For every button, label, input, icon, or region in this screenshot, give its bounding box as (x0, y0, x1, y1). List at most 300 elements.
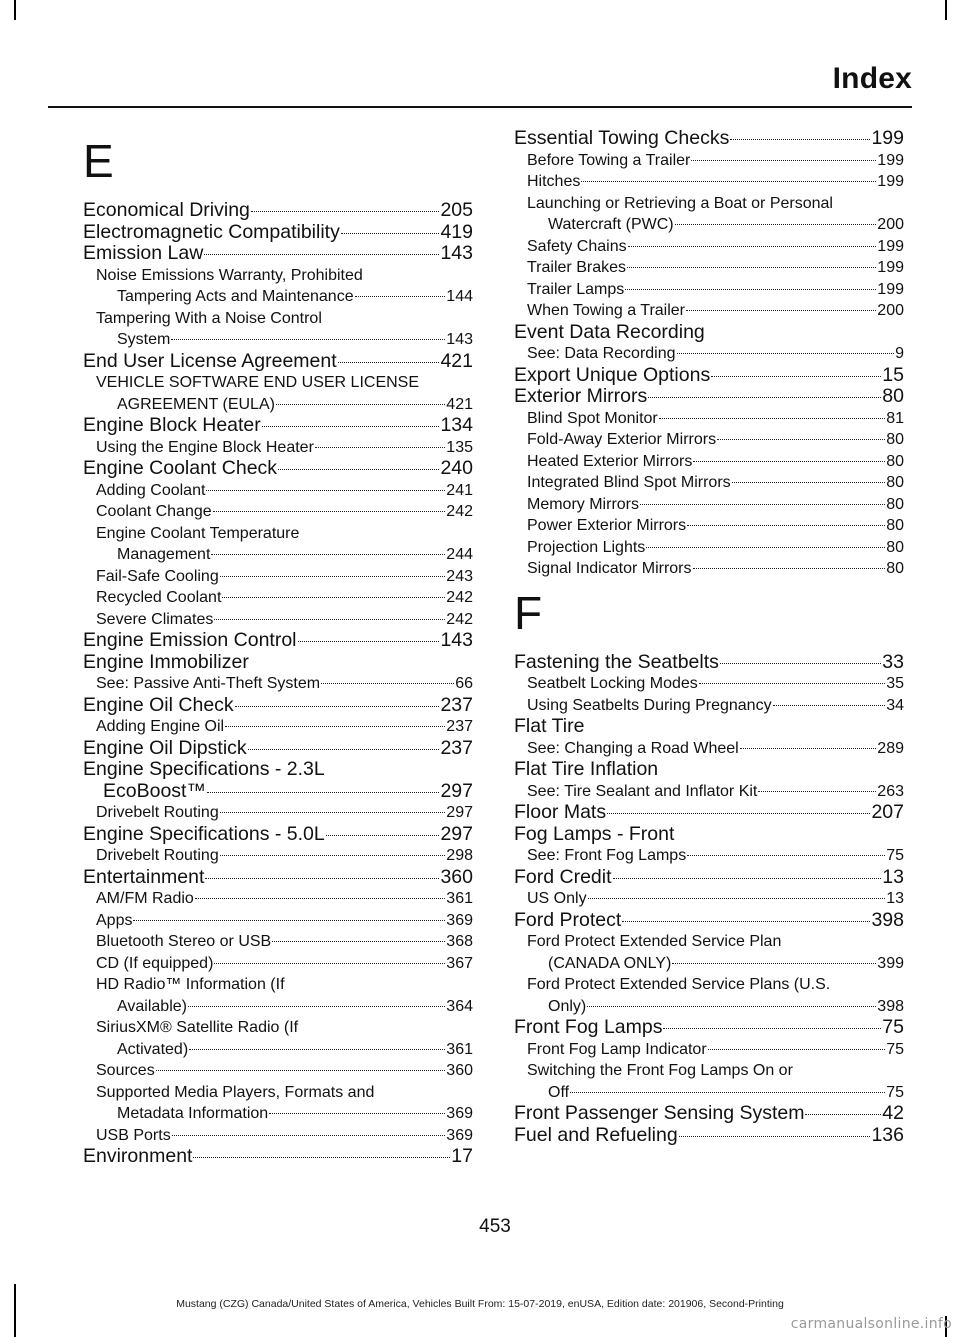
entry-page-number[interactable]: 199 (877, 151, 904, 169)
entry-page-number[interactable]: 9 (895, 345, 904, 362)
entry-text: See: Tire Sealant and Inflator Kit (527, 782, 758, 800)
index-subentry[interactable] (514, 888, 904, 910)
index-entry[interactable] (83, 458, 473, 480)
index-subentry[interactable] (514, 279, 904, 301)
entry-text: When Towing a Trailer (527, 302, 685, 319)
entry-text: Trailer Lamps (527, 280, 625, 298)
dot-leader (269, 1113, 445, 1114)
entry-page-number[interactable]: 75 (886, 1083, 904, 1101)
entry-page-number[interactable]: 143 (440, 242, 473, 264)
index-subentry[interactable] (514, 537, 904, 559)
entry-page-number[interactable]: 13 (882, 865, 904, 888)
entry-text: Fastening the Seatbelts (514, 650, 719, 673)
entry-page-number[interactable]: 242 (446, 610, 473, 628)
entry-page-number[interactable]: 80 (886, 517, 904, 534)
entry-page-number[interactable]: 243 (446, 567, 473, 585)
index-subentry[interactable] (514, 931, 904, 974)
entry-page-number[interactable]: 35 (886, 675, 904, 692)
entry-text: Heated Exterior Mirrors (527, 452, 693, 470)
index-entry[interactable] (83, 738, 473, 760)
entry-text: Front Fog Lamp Indicator (527, 1040, 707, 1058)
entry-page-number[interactable]: 199 (877, 237, 904, 255)
page-title: Index (832, 62, 912, 95)
entry-page-number[interactable]: 421 (440, 349, 473, 372)
index-subentry[interactable] (514, 257, 904, 279)
entry-page-number[interactable]: 42 (882, 1102, 904, 1124)
dot-leader (672, 963, 876, 964)
dot-leader (214, 619, 445, 620)
dot-leader (628, 246, 877, 247)
index-entry[interactable] (514, 128, 904, 150)
dot-leader (740, 748, 877, 749)
entry-page-number[interactable]: 244 (446, 546, 473, 563)
entry-text: See: Front Fog Lamps (527, 847, 687, 864)
index-subentry[interactable] (83, 845, 473, 867)
entry-page-number[interactable]: 80 (886, 474, 904, 491)
index-subentry[interactable] (514, 429, 904, 451)
entry-text: Memory Mirrors (527, 495, 639, 513)
entry-text: Economical Driving (83, 199, 250, 221)
dot-leader (622, 921, 870, 922)
dot-leader (205, 878, 439, 879)
entry-page-number[interactable]: 241 (446, 481, 473, 499)
dot-leader (251, 211, 440, 212)
index-subentry[interactable] (83, 716, 473, 738)
crop-mark-top-left (14, 0, 16, 20)
index-subentry[interactable] (514, 558, 904, 580)
entry-text: Tampering With a Noise Control (96, 309, 322, 327)
index-subentry[interactable] (514, 1039, 904, 1061)
entry-text: Engine Emission Control (83, 629, 297, 651)
entry-text: See: Data Recording (527, 345, 676, 362)
entry-page-number[interactable]: 368 (446, 933, 473, 950)
entry-page-number[interactable]: 80 (886, 495, 904, 513)
entry-text: Integrated Blind Spot Mirrors (527, 474, 731, 491)
entry-page-number[interactable]: 75 (886, 1040, 904, 1058)
entry-text: See: Changing a Road Wheel (527, 739, 739, 757)
index-entry[interactable] (83, 630, 473, 652)
entry-text: AGREEMENT (EULA) (117, 395, 275, 413)
index-entry[interactable] (83, 351, 473, 373)
entry-page-number[interactable]: 360 (440, 865, 473, 888)
entry-text: Event Data Recording (514, 320, 705, 343)
index-entry[interactable] (514, 802, 904, 824)
entry-page-number[interactable]: 419 (440, 220, 473, 243)
index-subentry[interactable] (514, 472, 904, 494)
index-subentry[interactable] (514, 695, 904, 717)
entry-page-number[interactable]: 17 (451, 1145, 473, 1167)
entry-page-number[interactable]: 240 (440, 457, 473, 479)
index-subentry[interactable] (514, 236, 904, 258)
entry-page-number[interactable]: 289 (877, 739, 904, 757)
entry-text: Only) (548, 997, 587, 1015)
entry-page-number[interactable]: 199 (877, 280, 904, 298)
entry-text: Engine Oil Dipstick (83, 736, 247, 759)
index-subentry[interactable] (83, 372, 473, 415)
index-entry[interactable] (83, 695, 473, 717)
entry-page-number[interactable]: 199 (871, 127, 904, 149)
entry-text: Before Towing a Trailer (527, 151, 691, 169)
entry-text: Using Seatbelts During Pregnancy (527, 696, 772, 714)
entry-page-number[interactable]: 297 (446, 804, 473, 821)
dot-leader (687, 855, 885, 856)
entry-text: Engine Coolant Temperature (96, 524, 300, 542)
dot-leader (213, 511, 446, 512)
entry-text: SiriusXM® Satellite Radio (If (96, 1019, 299, 1036)
dot-leader (206, 490, 445, 491)
index-subentry[interactable] (83, 953, 473, 975)
dot-leader (220, 812, 446, 813)
entry-text: Supported Media Players, Formats and (96, 1083, 375, 1101)
dot-leader (659, 418, 885, 419)
entry-text: Ford Credit (514, 865, 612, 888)
entry-page-number[interactable]: 81 (886, 409, 904, 427)
entry-page-number[interactable]: 80 (886, 538, 904, 556)
index-entry[interactable] (514, 759, 904, 781)
entry-page-number[interactable]: 360 (446, 1062, 473, 1079)
index-subentry[interactable] (83, 308, 473, 351)
entry-text: Activated) (117, 1040, 189, 1058)
entry-text: HD Radio™ Information (If (96, 976, 285, 993)
entry-text: Apps (96, 911, 133, 929)
dot-leader (717, 439, 885, 440)
entry-text: Hitches (527, 173, 581, 190)
index-entry[interactable] (83, 243, 473, 265)
entry-text: Coolant Change (96, 503, 212, 520)
entry-text: Noise Emissions Warranty, Prohibited (96, 266, 363, 284)
index-subentry[interactable] (514, 515, 904, 537)
entry-text: Off (548, 1083, 570, 1101)
entry-page-number[interactable]: 237 (440, 693, 473, 716)
entry-page-number[interactable]: 361 (446, 890, 473, 907)
entry-page-number[interactable]: 242 (446, 503, 473, 520)
index-subentry[interactable] (514, 781, 904, 803)
dot-leader (588, 898, 886, 899)
entry-text: Available) (117, 997, 187, 1015)
dot-leader (315, 447, 445, 448)
entry-text: Fog Lamps - Front (514, 822, 675, 845)
dot-leader (195, 898, 446, 899)
index-subentry[interactable] (514, 494, 904, 516)
entry-text: Drivebelt Routing (96, 847, 219, 864)
entry-text: See: Passive Anti-Theft System (96, 675, 321, 692)
entry-text: Engine Block Heater (83, 414, 261, 436)
index-subentry[interactable] (83, 437, 473, 459)
index-entry[interactable] (83, 222, 473, 244)
entry-page-number[interactable]: 361 (446, 1040, 473, 1058)
entry-page-number[interactable]: 80 (882, 385, 904, 407)
dot-leader (211, 554, 445, 555)
index-entry[interactable] (83, 200, 473, 222)
entry-text: Drivebelt Routing (96, 804, 219, 821)
entry-page-number[interactable]: 199 (877, 259, 904, 276)
entry-text: CD (If equipped) (96, 954, 214, 972)
index-subentry[interactable] (83, 910, 473, 932)
index-subentry[interactable] (514, 300, 904, 322)
dot-leader (640, 504, 885, 505)
entry-page-number[interactable]: 135 (446, 438, 473, 456)
index-subentry[interactable] (83, 888, 473, 910)
entry-text: Severe Climates (96, 610, 214, 628)
dot-leader (677, 353, 895, 354)
entry-text: Adding Coolant (96, 481, 206, 499)
index-entry[interactable] (514, 322, 904, 344)
index-subentry[interactable] (514, 845, 904, 867)
entry-page-number[interactable]: 143 (440, 629, 473, 651)
entry-page-number[interactable]: 398 (877, 997, 904, 1015)
dot-leader (730, 139, 870, 140)
entry-text: Essential Towing Checks (514, 127, 730, 149)
entry-text: US Only (527, 890, 587, 907)
entry-page-number[interactable]: 369 (446, 911, 473, 929)
entry-page-number[interactable]: 200 (877, 216, 904, 233)
entry-text: Flat Tire Inflation (514, 758, 659, 780)
entry-page-number[interactable]: 143 (446, 331, 473, 348)
index-subentry[interactable] (83, 974, 473, 1017)
entry-text: EcoBoost™ (103, 779, 206, 802)
dot-leader (225, 726, 445, 727)
entry-text: Engine Coolant Check (83, 457, 278, 479)
entry-page-number[interactable]: 33 (882, 650, 904, 673)
header-divider (48, 106, 912, 108)
index-entry[interactable] (514, 1017, 904, 1039)
entry-text: Watercraft (PWC) (548, 216, 674, 233)
dot-leader (248, 749, 440, 750)
entry-text: Export Unique Options (514, 363, 711, 386)
dot-leader (686, 310, 876, 311)
index-subentry[interactable] (83, 480, 473, 502)
entry-text: Safety Chains (527, 237, 627, 255)
entry-page-number[interactable]: 237 (446, 718, 473, 735)
dot-leader (220, 855, 446, 856)
entry-text: Metadata Information (117, 1105, 269, 1122)
entry-text: Emission Law (83, 242, 204, 264)
entry-text: Sources (96, 1062, 155, 1079)
dot-leader (156, 1070, 446, 1071)
index-subentry[interactable] (83, 523, 473, 566)
index-subentry[interactable] (514, 673, 904, 695)
index-subentry[interactable] (83, 566, 473, 588)
index-entry[interactable] (514, 652, 904, 674)
entry-page-number[interactable]: 421 (446, 395, 473, 413)
dot-leader (172, 1135, 446, 1136)
entry-page-number[interactable]: 80 (886, 431, 904, 448)
dot-leader (188, 1006, 445, 1007)
entry-text: Electromagnetic Compatibility (83, 220, 340, 243)
entry-text: Floor Mats (514, 801, 607, 823)
dot-leader (171, 339, 445, 340)
entry-text: System (117, 331, 171, 348)
dot-leader (675, 224, 877, 225)
index-subentry[interactable] (83, 1060, 473, 1082)
index-entry[interactable] (514, 910, 904, 932)
dot-leader (648, 397, 881, 398)
dot-leader (298, 641, 440, 642)
entry-text: Fuel and Refueling (514, 1123, 678, 1146)
index-subentry[interactable] (83, 1017, 473, 1060)
dot-leader (625, 289, 876, 290)
entry-text: Fold-Away Exterior Mirrors (527, 431, 717, 448)
entry-page-number[interactable]: 34 (886, 696, 904, 714)
index-subentry[interactable] (83, 587, 473, 609)
index-subentry[interactable] (83, 501, 473, 523)
entry-text: Signal Indicator Mirrors (527, 560, 692, 577)
dot-leader (708, 1049, 886, 1050)
entry-page-number[interactable]: 398 (871, 908, 904, 931)
entry-page-number[interactable]: 237 (440, 736, 473, 759)
entry-text: Front Fog Lamps (514, 1016, 663, 1038)
page-number: 453 (479, 1216, 511, 1237)
index-entry[interactable] (514, 824, 904, 846)
index-subentry[interactable] (83, 1082, 473, 1125)
entry-text: Exterior Mirrors (514, 385, 648, 407)
index-entry[interactable] (514, 386, 904, 408)
entry-text: Flat Tire (514, 715, 585, 737)
index-entry[interactable] (514, 1103, 904, 1125)
entry-text: AM/FM Radio (96, 890, 194, 907)
dot-leader (758, 791, 876, 792)
entry-page-number[interactable]: 297 (440, 822, 473, 845)
entry-text: VEHICLE SOFTWARE END USER LICENSE (96, 374, 420, 391)
entry-text: Ford Protect (514, 908, 622, 931)
index-entry[interactable] (83, 867, 473, 889)
entry-text: Engine Specifications - 5.0L (83, 822, 325, 845)
dot-leader (220, 576, 446, 577)
entry-text: Bluetooth Stereo or USB (96, 933, 272, 950)
dot-leader (262, 426, 440, 427)
entry-page-number[interactable]: 13 (886, 890, 904, 907)
index-entry[interactable] (514, 867, 904, 889)
index-subentry[interactable] (514, 1060, 904, 1103)
dot-leader (214, 963, 445, 964)
dot-leader (355, 296, 446, 297)
index-subentry[interactable] (514, 451, 904, 473)
dot-leader (613, 878, 882, 879)
entry-page-number[interactable]: 364 (446, 997, 473, 1015)
dot-leader (732, 482, 886, 483)
entry-text: Ford Protect Extended Service Plans (U.S. (527, 976, 831, 993)
entry-page-number[interactable]: 263 (877, 782, 904, 800)
dot-leader (193, 1157, 450, 1158)
index-entry[interactable] (514, 716, 904, 738)
footer-edition-info: Mustang (CZG) Canada/United States of America, Vehicles Built From: 15-07-2019, enUSA, Edition date: 201906, Second-Printing (176, 1298, 784, 1310)
dot-leader (699, 683, 885, 684)
entry-text: Seatbelt Locking Modes (527, 675, 698, 692)
entry-page-number[interactable]: 369 (446, 1105, 473, 1122)
entry-text: Using the Engine Block Heater (96, 438, 314, 456)
entry-text: Entertainment (83, 865, 205, 888)
index-entry[interactable] (83, 652, 473, 674)
dot-leader (691, 160, 876, 161)
entry-page-number[interactable]: 80 (886, 452, 904, 470)
entry-text: Trailer Brakes (527, 259, 626, 276)
entry-text: Launching or Retrieving a Boat or Personal (527, 194, 833, 212)
index-subentry[interactable] (514, 408, 904, 430)
index-subentry[interactable] (514, 150, 904, 172)
index-subentry[interactable] (83, 1125, 473, 1147)
index-entry[interactable] (514, 365, 904, 387)
entry-text: Power Exterior Mirrors (527, 517, 687, 534)
index-subentry[interactable] (514, 738, 904, 760)
index-entry[interactable] (514, 1125, 904, 1147)
entry-page-number[interactable]: 80 (886, 560, 904, 577)
watermark: carmanualsonline.info (790, 1316, 952, 1332)
entry-text: USB Ports (96, 1126, 171, 1144)
index-entry[interactable] (83, 1146, 473, 1168)
index-subentry[interactable] (514, 193, 904, 236)
index-subentry[interactable] (514, 974, 904, 1017)
entry-text: Blind Spot Monitor (527, 409, 658, 427)
index-subentry[interactable] (83, 265, 473, 308)
entry-text: Tampering Acts and Maintenance (117, 288, 354, 305)
entry-page-number[interactable]: 399 (877, 954, 904, 972)
entry-page-number[interactable]: 205 (440, 199, 473, 221)
entry-text: Projection Lights (527, 538, 646, 556)
index-entry[interactable] (83, 824, 473, 846)
index-entry[interactable] (83, 759, 473, 802)
index-subentry[interactable] (83, 802, 473, 824)
entry-text: Ford Protect Extended Service Plan (527, 933, 782, 950)
dot-leader (276, 404, 445, 405)
index-column-left (83, 128, 473, 1168)
entry-text: (CANADA ONLY) (548, 954, 672, 972)
dot-leader (687, 525, 885, 526)
dot-leader (207, 792, 439, 793)
entry-page-number[interactable]: 207 (871, 801, 904, 823)
entry-page-number[interactable]: 136 (871, 1123, 904, 1146)
entry-text: Engine Oil Check (83, 693, 234, 716)
entry-page-number[interactable]: 200 (877, 302, 904, 319)
entry-text: Recycled Coolant (96, 589, 222, 606)
entry-page-number[interactable]: 134 (440, 414, 473, 436)
dot-leader (326, 835, 440, 836)
entry-page-number[interactable]: 367 (446, 954, 473, 972)
entry-text: Switching the Front Fog Lamps On or (527, 1062, 793, 1079)
index-subentry[interactable] (83, 609, 473, 631)
entry-page-number[interactable]: 297 (440, 779, 473, 802)
dot-leader (272, 941, 445, 942)
dot-leader (570, 1092, 885, 1093)
index-entry[interactable] (83, 415, 473, 437)
index-subentry[interactable] (514, 343, 904, 365)
entry-page-number[interactable]: 75 (882, 1016, 904, 1038)
section-letter: F (514, 586, 543, 639)
index-subentry[interactable] (83, 931, 473, 953)
entry-page-number[interactable]: 15 (882, 363, 904, 386)
dot-leader (607, 813, 870, 814)
index-subentry[interactable] (83, 673, 473, 695)
entry-page-number[interactable]: 242 (446, 589, 473, 606)
entry-page-number[interactable]: 298 (446, 847, 473, 864)
dot-leader (693, 568, 886, 569)
entry-page-number[interactable]: 75 (886, 847, 904, 864)
dot-leader (663, 1028, 881, 1029)
crop-mark-top-right (945, 0, 947, 20)
entry-text: Engine Specifications - 2.3L (83, 758, 325, 780)
dot-leader (646, 547, 885, 548)
entry-text: Environment (83, 1145, 193, 1167)
entry-page-number[interactable]: 66 (455, 675, 473, 692)
dot-leader (773, 705, 886, 706)
entry-page-number[interactable]: 144 (446, 288, 473, 305)
entry-page-number[interactable]: 199 (877, 173, 904, 190)
entry-page-number[interactable]: 369 (446, 1126, 473, 1144)
dot-leader (720, 663, 881, 664)
dot-leader (581, 181, 876, 182)
dot-leader (693, 461, 885, 462)
dot-leader (587, 1006, 876, 1007)
index-subentry[interactable] (514, 171, 904, 193)
